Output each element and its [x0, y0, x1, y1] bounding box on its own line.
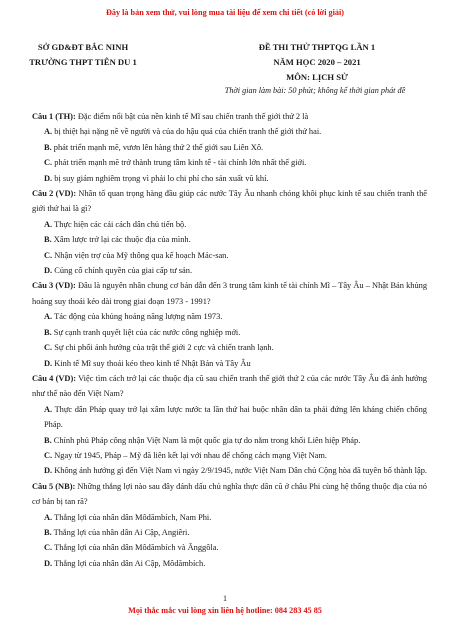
option-text: Thắng lợi của nhân dân Ai Cập, Môdămbích. [52, 558, 206, 568]
option-text: Xâm lược trở lại các thuộc địa của mình. [51, 235, 191, 245]
option-text: Thắng lợi của nhân dân Môdămbích và Ănggôla. [52, 543, 219, 553]
option-text: phát triển mạnh mẽ, vươn lên hàng thứ 2 thế giới sau Liên Xô. [51, 142, 264, 152]
option-letter: B. [44, 527, 52, 537]
answer-option [32, 232, 427, 247]
option-text: bị suy giảm nghiêm trọng vì phải lo chi phí cho sản xuất vũ khí. [52, 173, 269, 183]
question-label: Câu 1 (TH): [32, 112, 76, 121]
question-text: Đâu là nguyên nhân chung cơ bản dẫn đến 3 trung tâm kinh tế tài chính Mĩ – Tây Âu – Nhật Bản khủng hoảng suy thoái kéo dài trong giai đoạn 1973 - 1991? [32, 281, 428, 306]
school-year: NĂM HỌC 2020 – 2021 [273, 57, 361, 67]
question-2 [32, 186, 427, 217]
option-letter: D. [44, 466, 53, 476]
answer-option [32, 309, 427, 324]
option-text: Tác động của khủng hoảng năng lượng năm 1973. [52, 312, 223, 322]
question-label: Câu 4 (VD): [32, 373, 77, 383]
page-number: 1 [223, 594, 227, 603]
option-letter: C. [44, 250, 53, 260]
time-note: Thời gian làm bài: 50 phút; không kể thời gian phát đề [224, 86, 406, 95]
option-letter: C. [44, 158, 53, 168]
option-text: Ngay từ 1945, Pháp – Mỹ đã liên kết lại với nhau để chống cách mạng Việt Nam. [52, 450, 328, 460]
option-text: Thực hiện các cải cách dân chủ tiến bộ. [52, 219, 187, 229]
answer-option [32, 525, 427, 540]
option-text: Thắng lợi của nhân dân Môdămbích, Nam Phi. [52, 512, 212, 522]
school-header [8, 40, 158, 70]
question-3 [32, 278, 427, 309]
option-text: bị thiệt hại nặng nề về người và của do hậu quả của chiến tranh thế giới thứ hai. [52, 127, 322, 137]
school-name: TRƯỜNG THPT TIÊN DU 1 [29, 57, 137, 67]
preview-notice-banner: Đây là bản xem thử, vui lòng mua tài liệu để xem chi tiết (có lời giải) [105, 8, 344, 17]
question-text: Nhân tố quan trọng hàng đầu giúp các nước Tây Âu nhanh chóng khôi phục kinh tế sau chiến tranh thế giới thứ hai là gì? [32, 189, 427, 214]
answer-option [32, 155, 427, 170]
answer-option [32, 325, 427, 340]
answer-option [32, 433, 427, 448]
answer-option [32, 463, 427, 478]
exam-title: ĐỀ THI THỬ THPTQG LẦN 1 [258, 42, 376, 52]
question-4 [32, 371, 427, 402]
option-letter: B. [44, 142, 52, 152]
question-1 [32, 109, 427, 124]
question-label: Câu 3 (VD): [32, 281, 76, 291]
question-list [32, 109, 427, 571]
hotline-banner: Mọi thắc mắc vui lòng xin liên hệ hotline: 084 283 45 85 [128, 606, 322, 615]
option-text: Nhận viện trợ của Mỹ thông qua kế hoạch Mác-san. [52, 250, 229, 260]
exam-header [212, 40, 422, 85]
option-letter: D. [44, 558, 53, 568]
question-text: Những thắng lợi nào sau đây đánh dấu chủ nghĩa thực dân cũ ở châu Phi cùng hệ thống thuộc địa của nó cơ bản bị tan rã? [32, 481, 427, 507]
question-label: Câu 2 (VD): [32, 189, 77, 199]
question-text: Việc tìm cách trở lại các thuộc địa cũ sau chiến tranh thế giới thứ 2 của các nước Tây Âu đã ảnh hưởng như thế nào đến Việt Nam? [32, 373, 427, 399]
option-text: Kinh tế Mĩ suy thoái kéo theo kinh tế Nhật Bản và Tây Âu [52, 358, 251, 368]
option-letter: C. [44, 343, 53, 353]
answer-option [32, 124, 427, 139]
answer-option [32, 248, 427, 263]
option-letter: B. [44, 235, 52, 245]
answer-option [32, 171, 427, 186]
option-text: Củng cố chính quyền của giai cấp tư sản. [52, 266, 193, 276]
option-letter: B. [44, 435, 52, 445]
answer-option [32, 217, 427, 232]
option-letter: A. [44, 404, 53, 414]
option-letter: A. [44, 219, 53, 229]
answer-option [32, 448, 427, 463]
option-text: phát triển mạnh mẽ trở thành trung tâm kinh tế - tài chính lớn nhất thế giới. [52, 158, 307, 168]
answer-option [32, 356, 427, 371]
option-text: Sự cạnh tranh quyết liệt của các nước công nghiệp mới. [51, 327, 241, 337]
question-label: Câu 5 (NB): [32, 481, 76, 491]
answer-option [32, 510, 427, 525]
option-letter: D. [44, 358, 53, 368]
answer-option [32, 340, 427, 355]
option-text: Không ảnh hưởng gì đến Việt Nam vì ngày 2/9/1945, nước Việt Nam Dân chủ Cộng hòa đã tuyên bố thành lập. [52, 466, 427, 476]
answer-option [32, 540, 427, 555]
question-5 [32, 479, 427, 510]
answer-option [32, 556, 427, 571]
option-letter: D. [44, 266, 53, 276]
option-text: Thắng lợi của nhân dân Ai Cập, Angiêri. [51, 527, 190, 537]
option-letter: D. [44, 173, 53, 183]
option-letter: C. [44, 450, 53, 460]
subject-name: MÔN: LỊCH SỬ [286, 72, 348, 82]
option-letter: C. [44, 543, 53, 553]
option-letter: A. [44, 312, 53, 322]
option-letter: A. [44, 512, 53, 522]
question-text: Đặc điểm nổi bật của nền kinh tế Mĩ sau chiến tranh thế giới thứ 2 là [75, 112, 309, 121]
department-name: SỞ GD&ĐT BẮC NINH [37, 42, 129, 52]
answer-option [32, 263, 427, 278]
option-text: Sự chi phối ảnh hưởng của trật thế giới 2 cực và chiến tranh lạnh. [52, 343, 274, 353]
option-text: Chính phủ Pháp công nhận Việt Nam là một quốc gia tự do nằm trong khối Liên hiệp Pháp. [51, 435, 361, 445]
answer-option [32, 402, 427, 433]
option-letter: B. [44, 327, 52, 337]
answer-option [32, 140, 427, 155]
option-letter: A. [44, 127, 53, 137]
option-text: Thực dân Pháp quay trở lại xâm lược nước ta lần thứ hai buộc nhân dân ta phải đứng lên kháng chiến chống Pháp. [44, 404, 427, 430]
